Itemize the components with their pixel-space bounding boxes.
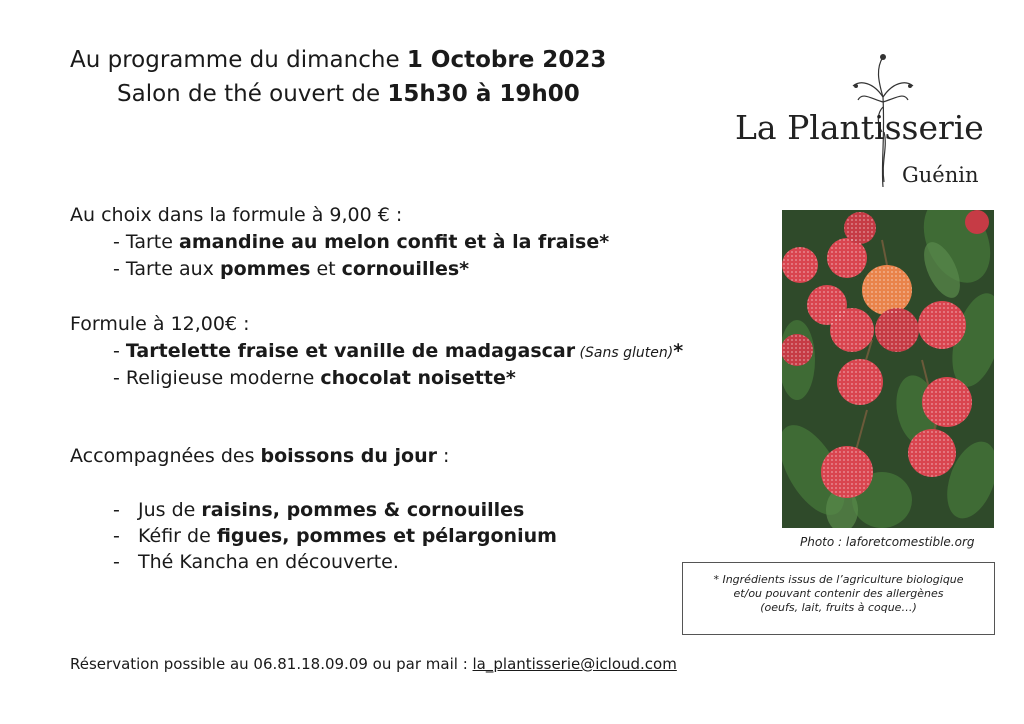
formula-1-intro: Au choix dans la formule à 9,00 € : bbox=[70, 204, 403, 226]
logo-location: Guénin bbox=[902, 163, 979, 187]
note-line-2: et/ou pouvant contenir des allergènes bbox=[733, 587, 944, 600]
logo-name: La Plantisserie bbox=[735, 108, 984, 147]
logo bbox=[730, 50, 1000, 195]
fruit-photo bbox=[782, 210, 994, 528]
formula-2-item-2: - Religieuse moderne chocolat noisette* bbox=[113, 367, 516, 389]
drink-item-1-text: Jus de raisins, pommes & cornouilles bbox=[138, 499, 525, 521]
drink-item-2-text: Kéfir de figues, pommes et pélargonium bbox=[138, 525, 557, 547]
header-line-1: Au programme du dimanche 1 Octobre 2023 bbox=[70, 47, 607, 73]
event-date: 1 Octobre 2023 bbox=[406, 47, 607, 73]
drinks-intro: Accompagnées des boissons du jour : bbox=[70, 445, 450, 467]
email-link[interactable]: la_plantisserie@icloud.com bbox=[472, 655, 677, 673]
drink-item-3-text: Thé Kancha en découverte. bbox=[138, 551, 399, 573]
footer-text: Réservation possible au 06.81.18.09.09 ou par mail : bbox=[70, 655, 473, 673]
formula-2-intro: Formule à 12,00€ : bbox=[70, 313, 250, 335]
cornus-fruit-image bbox=[782, 210, 994, 528]
formula-2-item-1: - Tartelette fraise et vanille de madagascar (Sans gluten)* bbox=[113, 340, 684, 362]
note-line-1: * Ingrédients issus de l’agriculture biologique bbox=[713, 573, 964, 586]
drink-item-1: - bbox=[113, 499, 120, 521]
formula-1-item-1: - Tarte amandine au melon confit et à la fraise* bbox=[113, 231, 610, 253]
allergen-note bbox=[682, 562, 995, 635]
note-line-3: (oeufs, lait, fruits à coque…) bbox=[760, 601, 917, 614]
footer-reservation bbox=[70, 655, 677, 673]
opening-hours: 15h30 à 19h00 bbox=[387, 81, 580, 107]
drink-item-3: - bbox=[113, 551, 120, 573]
formula-1-item-2: - Tarte aux pommes et cornouilles* bbox=[113, 258, 470, 280]
photo-caption: Photo : laforetcomestible.org bbox=[800, 535, 975, 549]
drink-item-2: - bbox=[113, 525, 120, 547]
header-line-2: Salon de thé ouvert de 15h30 à 19h00 bbox=[117, 81, 580, 107]
